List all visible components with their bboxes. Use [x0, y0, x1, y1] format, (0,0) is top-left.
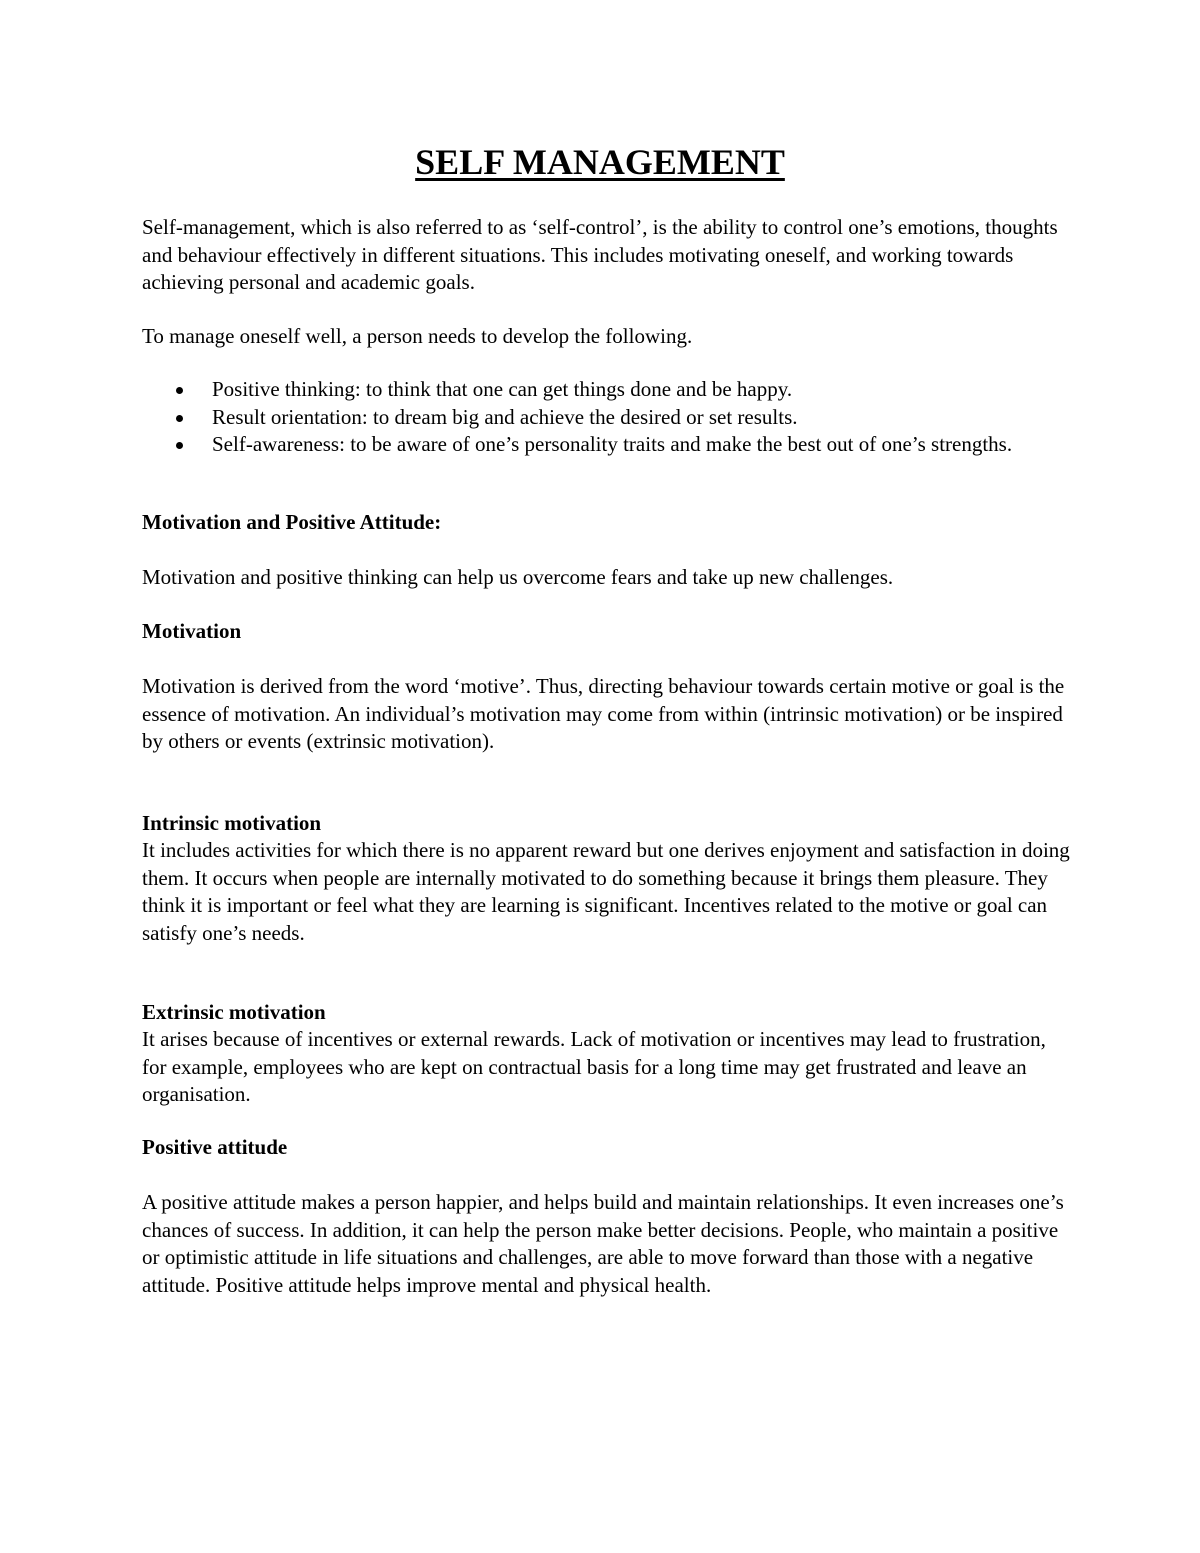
motivation-heading: Motivation	[142, 619, 242, 643]
bullet-text: Result orientation: to dream big and achieve the desired or set results.	[212, 404, 798, 429]
bullet-text: Self-awareness: to be aware of one’s personality traits and make the best out of one’s strengths.	[212, 432, 1013, 456]
extrinsic-motivation-paragraph: It arises because of incentives or external rewards. Lack of motivation or incentives may lead to frustration, for example, employees who are kept on contractual basis for a long time may get frustrated and leave an organisation.	[142, 1027, 1046, 1106]
extrinsic-motivation-heading: Extrinsic motivation	[142, 1000, 326, 1024]
bullet-icon	[176, 442, 183, 449]
bullet-text: Positive thinking: to think that one can get things done and be happy.	[212, 377, 793, 401]
skills-bullet-list	[142, 376, 1072, 459]
motivation-attitude-paragraph: Motivation and positive thinking can help us overcome fears and take up new challenges.	[142, 565, 894, 589]
motivation-paragraph: Motivation is derived from the word ‘motive’. Thus, directing behaviour towards certain motive or goal is the essence of motivation. An individual’s motivation may come from within (intrinsic motivation) or be inspired by others or events (extrinsic motivation).	[142, 674, 1065, 753]
intrinsic-motivation-heading: Intrinsic motivation	[142, 811, 322, 835]
bullet-icon	[176, 415, 183, 422]
document-title: SELF MANAGEMENT	[415, 142, 785, 182]
bullet-icon	[176, 387, 183, 394]
positive-attitude-paragraph: A positive attitude makes a person happier, and helps build and maintain relationships. It even increases one’s chances of success. In addition, it can help the person make better decisions. People, who maintain a positive or optimistic attitude in life situations and challenges, are able to move forward than those with a negative attitude. Positive attitude helps improve mental and physical health.	[142, 1190, 1064, 1297]
bullet-item-positive-thinking	[142, 376, 1072, 404]
motivation-attitude-heading: Motivation and Positive Attitude:	[142, 510, 442, 534]
develop-lead-paragraph: To manage oneself well, a person needs to develop the following.	[142, 324, 693, 348]
intrinsic-motivation-paragraph: It includes activities for which there is no apparent reward but one derives enjoyment and satisfaction in doing them. It occurs when people are internally motivated to do something because it brings them pleasure. They think it is important or feel what they are learning is significant. Incentives related to the motive or goal can satisfy one’s needs.	[142, 838, 1070, 945]
intro-paragraph: Self-management, which is also referred to as ‘self-control’, is the ability to control one’s emotions, thoughts and behaviour effectively in different situations. This includes motivating oneself, and working towards achieving personal and academic goals.	[142, 215, 1058, 294]
bullet-item-result-orientation	[142, 404, 1072, 432]
bullet-item-self-awareness	[142, 431, 1072, 459]
positive-attitude-heading: Positive attitude	[142, 1135, 288, 1159]
